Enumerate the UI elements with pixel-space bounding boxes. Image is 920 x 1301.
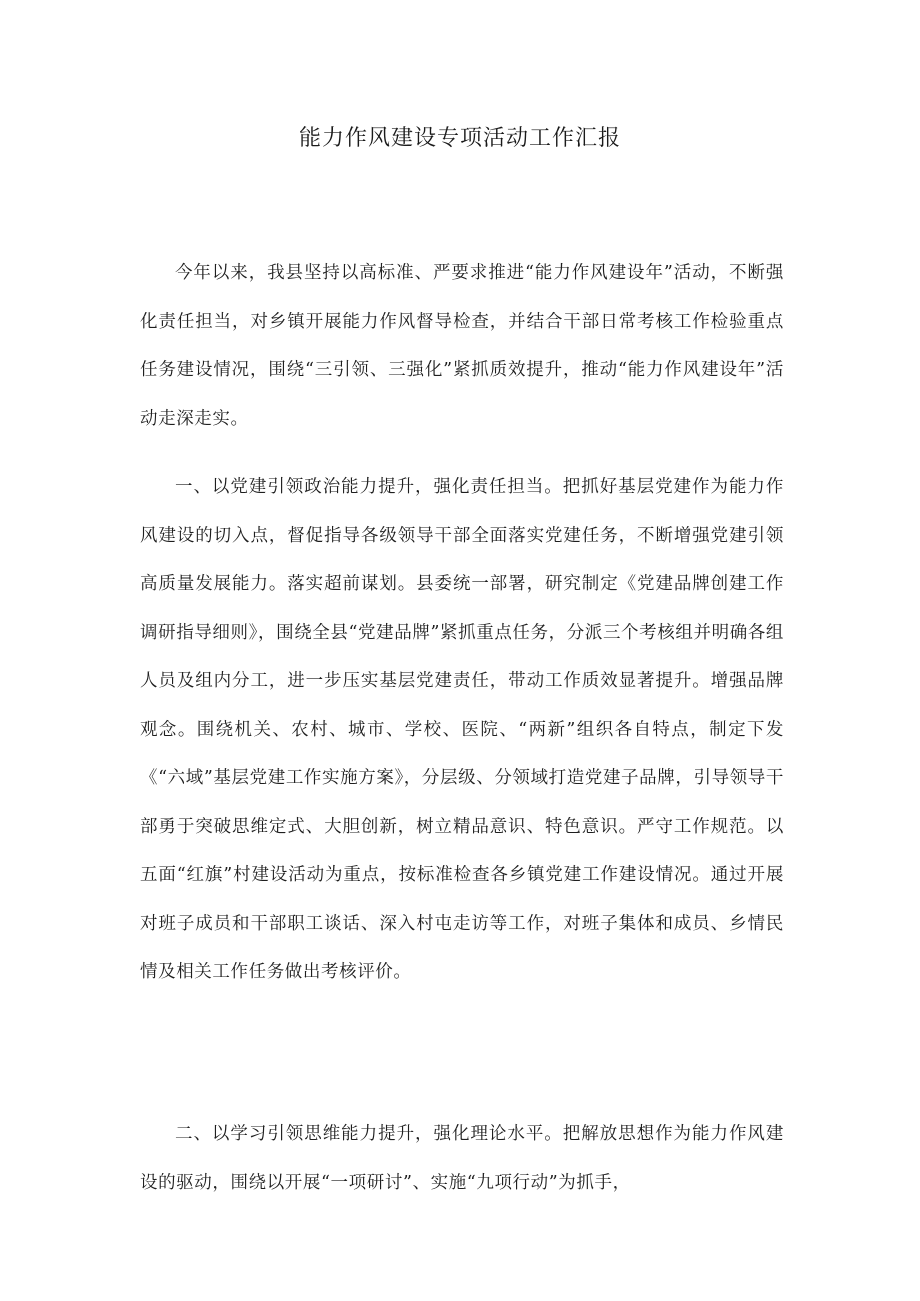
paragraph-section-two: 二、以学习引领思维能力提升，强化理论水平。把解放思想作为能力作风建设的驱动，围绕以开展“一项研讨”、实施“九项行动”为抓手， xyxy=(140,1124,784,1193)
page-title: 能力作风建设专项活动工作汇报 xyxy=(298,126,621,151)
paragraph-intro: 今年以来，我县坚持以高标准、严要求推进“能力作风建设年”活动，不断强化责任担当，对乡镇开展能力作风督导检查，并结合干部日常考核工作检验重点任务建设情况，围绕“三引领、三强化”紧抓质效提升，推动“能力作风建设年”活动走深走实。 xyxy=(140,263,784,429)
paragraph-section-one: 一、以党建引领政治能力提升，强化责任担当。把抓好基层党建作为能力作风建设的切入点，督促指导各级领导干部全面落实党建任务，不断增强党建引领高质量发展能力。落实超前谋划。县委统一部署，研究制定《党建品牌创建工作调研指导细则》，围绕全县“党建品牌”紧抓重点任务，分派三个考核组并明确各组人员及组内分工，进一步压实基层党建责任，带动工作质效显著提升。增强品牌观念。围绕机关、农村、城市、学校、医院、“两新”组织各自特点，制定下发《“六域”基层党建工作实施方案》，分层级、分领域打造党建子品牌，引导领导干部勇于突破思维定式、大胆创新，树立精品意识、特色意识。严守工作规范。以五面“红旗”村建设活动为重点，按标准检查各乡镇党建工作建设情况。通过开展对班子成员和干部职工谈话、深入村屯走访等工作，对班子集体和成员、乡情民情及相关工作任务做出考核评价。 xyxy=(140,477,784,982)
